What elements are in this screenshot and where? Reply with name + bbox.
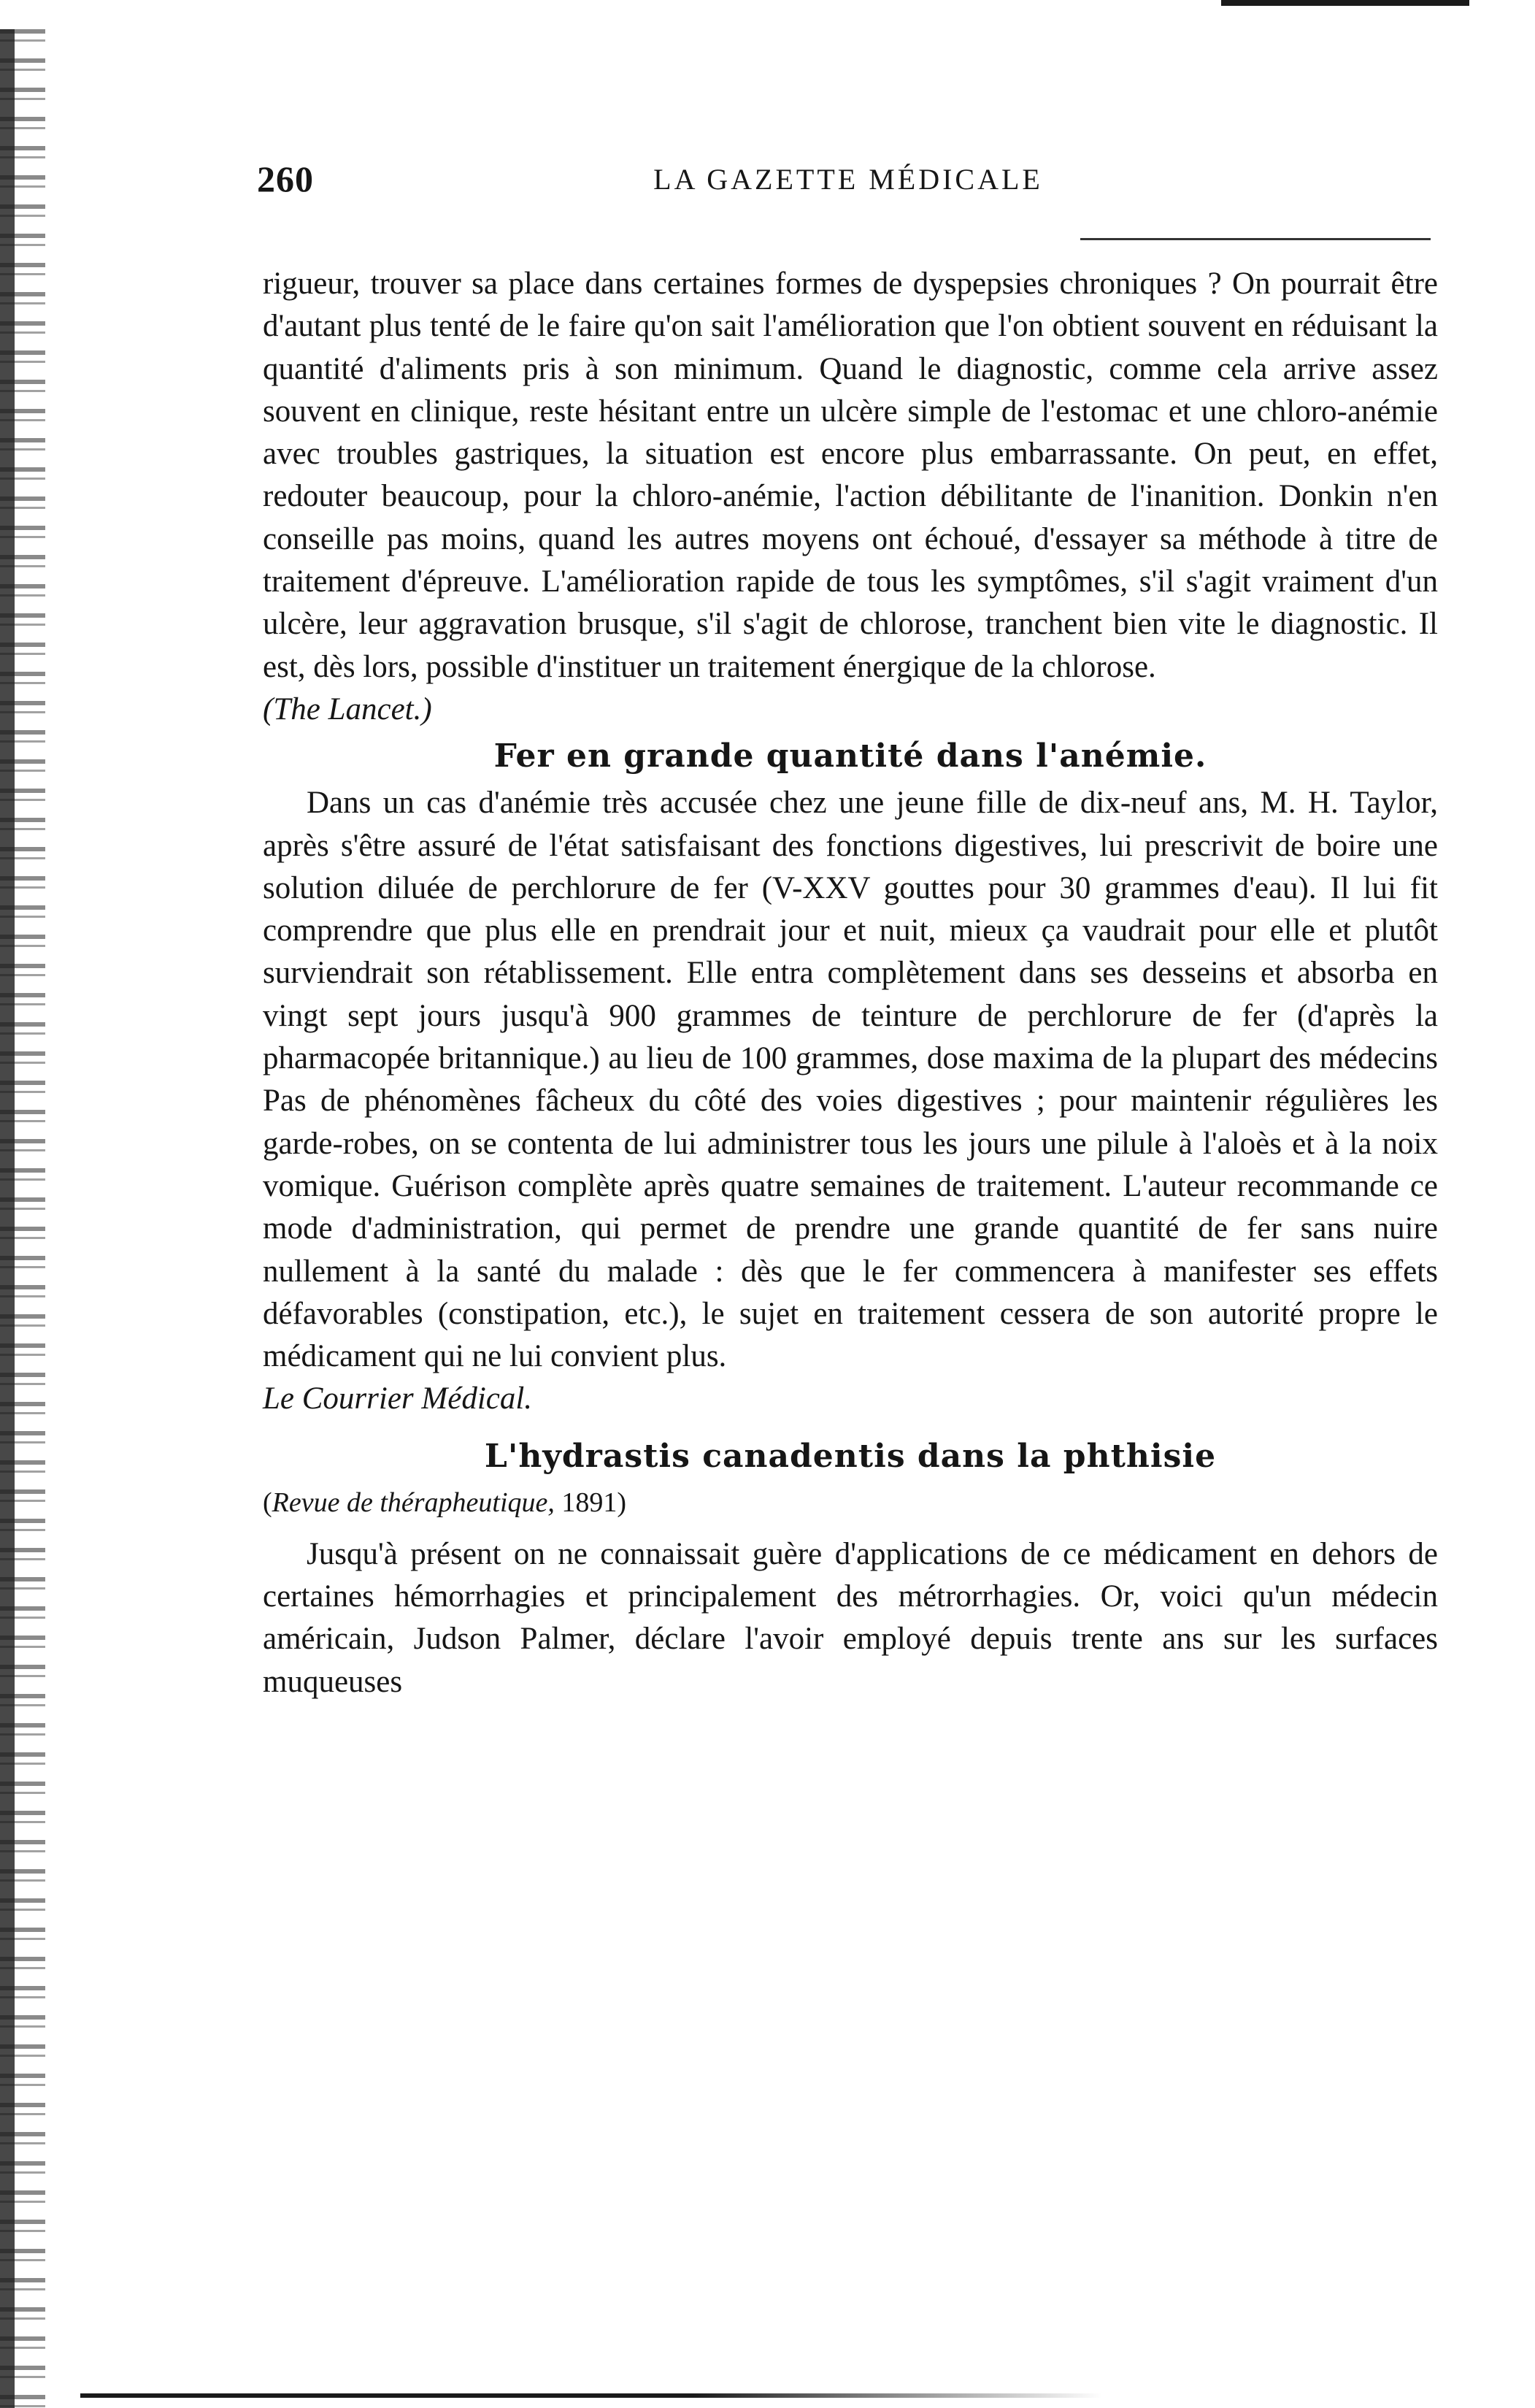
article3-subtitle: (Revue de thérapheutique, 1891): [263, 1487, 627, 1518]
subtitle-spacer: [263, 1523, 1438, 1533]
article3-subtitle-year: 1891: [561, 1487, 618, 1518]
binding-shadow: [0, 29, 15, 2408]
top-edge-rule: [1221, 0, 1469, 6]
article3-title: L'hydrastis canadentis dans la phthisie: [484, 1437, 1217, 1475]
article2-source: Le Courrier Médical.: [263, 1381, 533, 1416]
page-number: 260: [257, 158, 314, 199]
article2-title: Fer en grande quantité dans l'anémie.: [493, 737, 1207, 775]
article-iron-anemia: [263, 734, 1438, 1420]
article2-paragraph: Dans un cas d'anémie très accusée chez une jeune fille de dix-neuf ans, M. H. Taylor, après s'être assuré de l'état satisfaisant des fonctions digestives, lui prescrivit de boire une solution diluée de perchlorure de fer (V-XXV gouttes pour 30 grammes d'eau). Il lui fit comprendre que plus elle en prendrait jour et nuit, mieux ça vaudrait pour elle et plutôt surviendrait son rétablissement. Elle entra complètement dans ses desseins et absorba en vingt sept jours jusqu'à 900 grammes de teinture de perchlorure de fer (d'après la pharmacopée britannique.) au lieu de 100 grammes, dose maxima de la plupart des médecins Pas de phénomènes fâcheux du côté des voies digestives ; pour maintenir régulières les garde-robes, on se contenta de lui administrer tous les jours une pilule à l'aloès et à la noix vomique. Guérison complète après quatre semaines de traitement. L'auteur recommande ce mode d'administration, qui permet de prendre une grande quantité de fer sans nuire nullement à la santé du malade : dès que le fer commencera à manifester ses effets défavorables (constipation, etc.), le sujet en traitement cessera de son autorité propre le médicament qui ne lui convient plus.: [263, 786, 1438, 1374]
article-dyspepsia-continued: [263, 263, 1438, 731]
article3-paragraph: Jusqu'à présent on ne connaissait guère d'applications de ce médicament en dehors de certaines hémorrhagies et principalement des métrorrhagies. Or, voici qu'un médecin américain, Judson Palmer, déclare l'avoir employé depuis trente ans sur les surfaces muqueuses: [263, 1536, 1438, 1699]
article-hydrastis: [263, 1434, 1438, 1703]
article1-paragraph: rigueur, trouver sa place dans certaines formes de dyspepsies chroniques ? On pourrait être d'autant plus tenté de le faire qu'on sait l'amélioration que l'on obtient souvent en réduisant la quantité d'aliments pris à son minimum. Quand le diagnostic, comme cela arrive assez souvent en clinique, reste hésitant entre un ulcère simple de l'estomac et une chloro-anémie avec troubles gastriques, la situation est encore plus embarrassante. On peut, en effet, redouter beaucoup, pour la chloro-anémie, l'action débilitante de l'inanition. Donkin n'en conseille pas moins, quand les autres moyens ont échoué, d'essayer sa méthode à titre de traitement d'épreuve. L'amélioration rapide de tous les symptômes, s'il s'agit vraiment d'un ulcère, leur aggravation brusque, s'il s'agit de chlorose, tranchent bien vite le diagnostic. Il est, dès lors, possible d'instituer un traitement énergique de la chlorose.: [263, 267, 1438, 684]
running-title: LA GAZETTE MÉDICALE: [653, 163, 1043, 196]
page-header: [257, 158, 1439, 209]
bottom-edge-rule: [80, 2393, 1102, 2398]
article-column: [263, 263, 1438, 1703]
article3-subtitle-source: Revue de thérapheutique,: [272, 1487, 555, 1518]
article1-source: (The Lancet.): [263, 691, 432, 726]
section-spacer: [263, 1421, 1438, 1431]
header-rule: [1080, 238, 1431, 240]
